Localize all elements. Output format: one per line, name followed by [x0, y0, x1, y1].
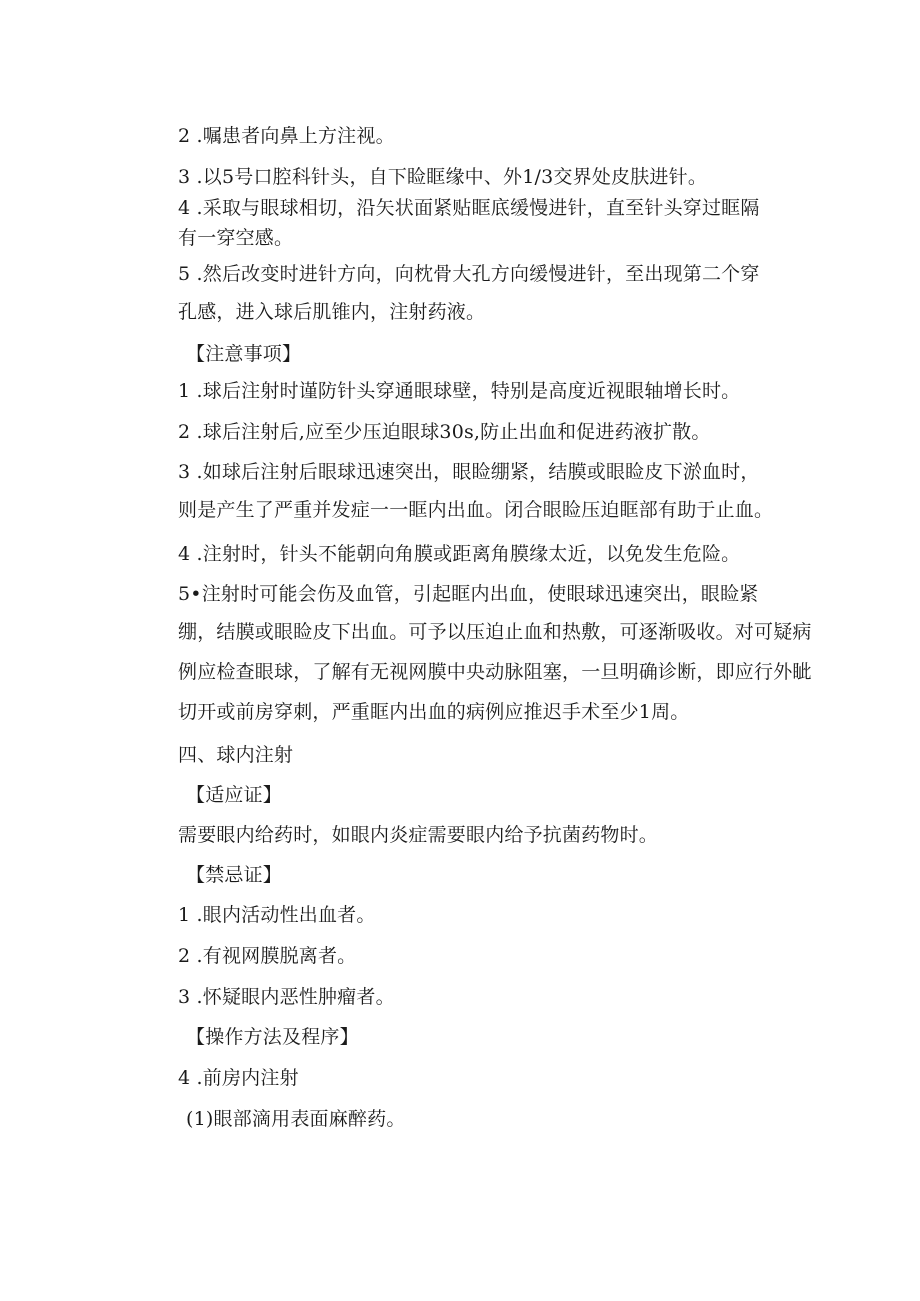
paragraph-step-4-line-1: 4 .采取与眼球相切，沿矢状面紧贴眶底缓慢进针，直至针头穿过眶隔: [178, 197, 760, 219]
heading-contraindications: 【禁忌证】: [186, 864, 283, 886]
paragraph-step-3: 3 .以5号口腔科针头，自下睑眶缘中、外1/3交界处皮肤进针。: [178, 166, 708, 188]
paragraph-step-4-line-2: 有一穿空感。: [178, 227, 294, 249]
precaution-4: 4 .注射时，针头不能朝向角膜或距离角膜缘太近，以免发生危险。: [178, 543, 741, 565]
paragraph-step-2: 2 .嘱患者向鼻上方注视。: [178, 125, 395, 147]
paragraph-step-5-line-2: 孔感，进入球后肌锥内，注射药液。: [178, 301, 486, 323]
contraindication-2: 2 .有视网膜脱离者。: [178, 945, 357, 967]
precaution-5-line-4: 切开或前房穿刺，严重眶内出血的病例应推迟手术至少1周。: [178, 701, 690, 723]
contraindication-1: 1 .眼内活动性出血者。: [178, 904, 376, 926]
paragraph-step-5-line-1: 5 .然后改变时进针方向，向枕骨大孔方向缓慢进针，至出现第二个穿: [178, 263, 760, 285]
precaution-5-line-1: 5•注射时可能会伤及血管，引起眶内出血，使眼球迅速突出，眼睑紧: [178, 583, 759, 605]
precaution-1: 1 .球后注射时谨防针头穿通眼球壁，特别是高度近视眼轴增长时。: [178, 380, 741, 402]
indications-text: 需要眼内给药时，如眼内炎症需要眼内给予抗菌药物时。: [178, 824, 659, 846]
procedure-substep-1: (1)眼部滴用表面麻醉药。: [186, 1108, 406, 1130]
precaution-3-line-1: 3 .如球后注射后眼球迅速突出，眼睑绷紧，结膜或眼睑皮下淤血时，: [178, 461, 760, 483]
precaution-3-line-2: 则是产生了严重并发症一一眶内出血。闭合眼睑压迫眶部有助于止血。: [178, 499, 774, 521]
heading-precautions: 【注意事项】: [186, 343, 302, 365]
precaution-5-line-2: 绷，结膜或眼睑皮下出血。可予以压迫止血和热敷，可逐渐吸收。对可疑病: [178, 621, 812, 643]
precaution-5-line-3: 例应检查眼球，了解有无视网膜中央动脉阻塞，一旦明确诊断，即应行外眦: [178, 661, 812, 683]
heading-indications: 【适应证】: [186, 784, 283, 806]
precaution-2: 2 .球后注射后,应至少压迫眼球30s,防止出血和促进药液扩散。: [178, 421, 711, 443]
contraindication-3: 3 .怀疑眼内恶性肿瘤者。: [178, 986, 395, 1008]
section-heading-intraocular-injection: 四、球内注射: [178, 744, 294, 766]
heading-procedure: 【操作方法及程序】: [186, 1026, 359, 1048]
procedure-step-4: 4 .前房内注射: [178, 1067, 299, 1089]
